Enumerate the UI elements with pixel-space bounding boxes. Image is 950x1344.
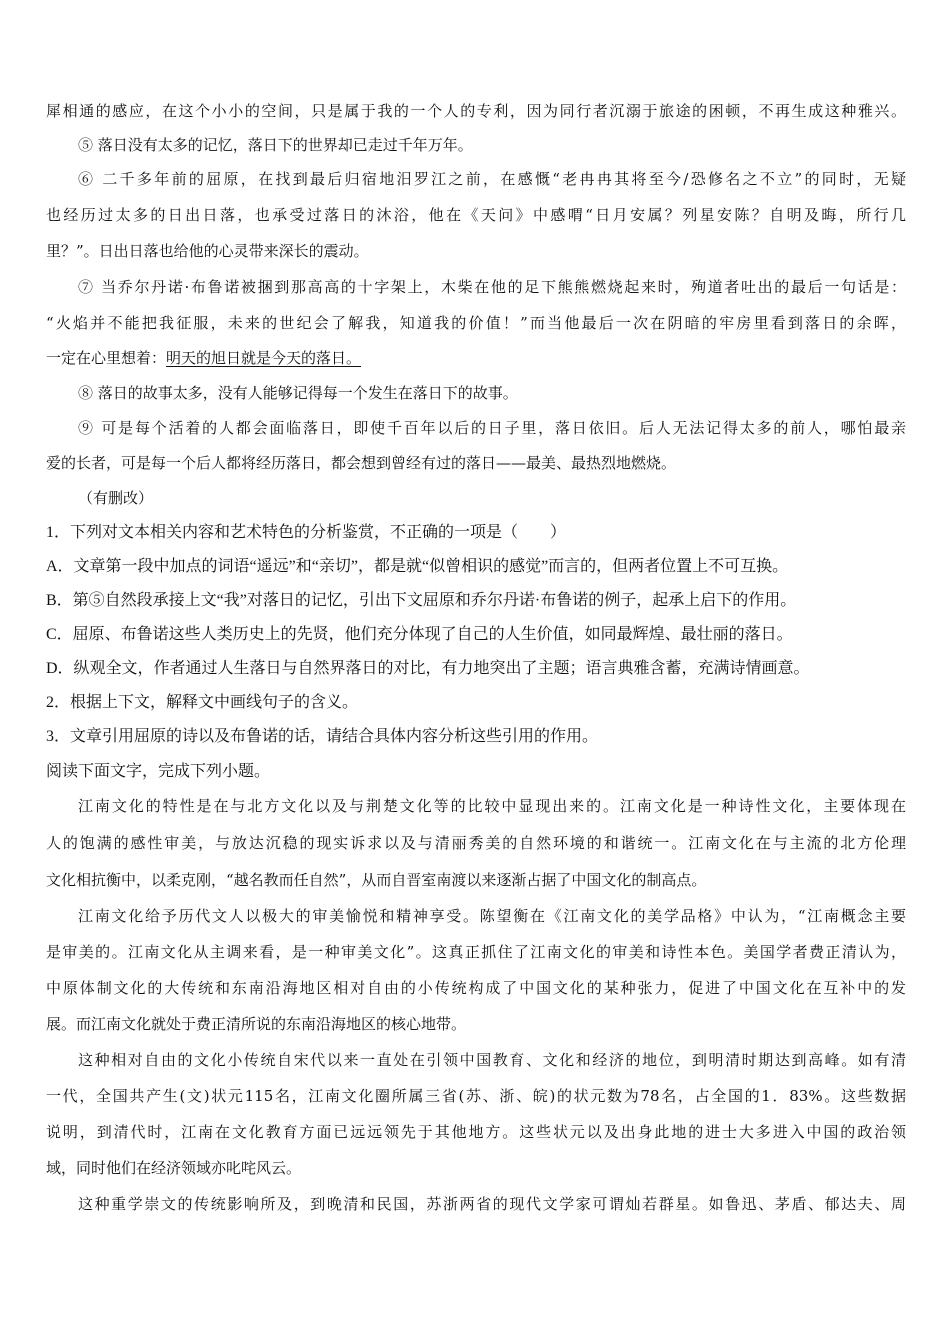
passage2-p3-line-3: 说明，到清代时，江南在文化教育方面已远远领先于其他地方。这些状元以及出身此地的进士大多进入中国的政治领	[46, 1123, 906, 1141]
paragraph-7-line-1: ⑦ 当乔尔丹诺·布鲁诺被捆到那高高的十字架上，木柴在他的足下熊熊燃烧起来时，殉道者吐出的最后一句话是：	[78, 278, 906, 296]
paragraph-9-line-2: 爱的长者，可是每一个后人都将经历落日，都会想到曾经有过的落日——最美、最热烈地燃烧。	[46, 454, 677, 472]
passage1-line: 犀相通的感应，在这个小小的空间，只是属于我的一个人的专利，因为同行者沉溺于旅途的困顿，不再生成这种雅兴。	[46, 102, 906, 120]
passage2-p1-line-2: 人的饱满的感性审美，与放达沉稳的现实诉求以及与清丽秀美的自然环境的和谐统一。江南文化在与主流的北方伦理	[46, 834, 906, 852]
paragraph-6-line-3: 里？”。日出日落也给他的心灵带来深长的震动。	[46, 242, 369, 260]
option-d: D．纵观全文，作者通过人生落日与自然界落日的对比，有力地突出了主题；语言典雅含蓄，充满诗情画意。	[46, 660, 810, 677]
paragraph-7-line-3	[46, 347, 906, 369]
passage2-p1-line-3: 文化相抗衡中，以柔克刚，“越名教而任自然”，从而自晋室南渡以来逐渐占据了中国文化的制高点。	[46, 871, 707, 889]
paragraph-8: ⑧ 落日的故事太多，没有人能够记得每一个发生在落日下的故事。	[78, 384, 518, 402]
paragraph-6-line-1: ⑥ 二千多年前的屈原，在找到最后归宿地汨罗江之前，在感慨“老冉冉其将至今/恐修名之不立”的同时，无疑	[78, 170, 906, 188]
passage2-p4-line-1: 这种重学崇文的传统影响所及，到晚清和民国，苏浙两省的现代文学家可谓灿若群星。如鲁迅、茅盾、郁达夫、周	[78, 1195, 906, 1213]
passage2-p2-line-2: 是审美的。江南文化从主调来看，是一种审美文化”。这真正抓住了江南文化的审美和诗性本色。美国学者费正清认为，	[46, 943, 906, 961]
paragraph-7-line-2: “火焰并不能把我征服，未来的世纪会了解我，知道我的价值！”而当他最后一次在阴暗的牢房里看到落日的余晖，	[46, 314, 906, 332]
option-b: B．第⑤自然段承接上文“我”对落日的记忆，引出下文屈原和乔尔丹诺·布鲁诺的例子，起承上启下的作用。	[46, 592, 797, 609]
passage2-p1-line-1: 江南文化的特性是在与北方文化以及与荆楚文化等的比较中显现出来的。江南文化是一种诗性文化，主要体现在	[78, 797, 906, 815]
passage2-p3-line-1: 这种相对自由的文化小传统自宋代以来一直处在引领中国教育、文化和经济的地位，到明清时期达到高峰。如有清	[78, 1051, 906, 1069]
option-a: A．文章第一段中加点的词语“遥远”和“亲切”，都是就“似曾相识的感觉”而言的，但两者位置上不可互换。	[46, 558, 789, 575]
reading-instruction: 阅读下面文字，完成下列小题。	[46, 763, 271, 780]
source-note: （有删改）	[78, 489, 154, 507]
passage2-p2-line-1: 江南文化给予历代文人以极大的审美愉悦和精神享受。陈望衡在《江南文化的美学品格》中认为，“江南概念主要	[78, 907, 906, 925]
passage2-p2-line-3: 中原体制文化的大传统和东南沿海地区相对自由的小传统构成了中国文化的某种张力，促进了中国文化在互补中的发	[46, 979, 906, 997]
paragraph-5: ⑤ 落日没有太多的记忆，落日下的世界却已走过千年万年。	[78, 136, 473, 154]
option-c: C．屈原、布鲁诺这些人类历史上的先贤，他们充分体现了自己的人生价值，如同最辉煌、最壮丽的落日。	[46, 626, 793, 643]
passage2-p2-line-4: 展。而江南文化就处于费正清所说的东南沿海地区的核心地带。	[46, 1015, 467, 1033]
question-1: 1．下列对文本相关内容和艺术特色的分析鉴赏，不正确的一项是（ ）	[46, 524, 567, 541]
paragraph-9-line-1: ⑨ 可是每个活着的人都会面临落日，即使千百年以后的日子里，落日依旧。后人无法记得太多的前人，哪怕最亲	[78, 419, 906, 437]
passage2-p3-line-2: 一代，全国共产生(文)状元115名，江南文化圈所属三省(苏、浙、皖)的状元数为78名，占全国的1．83%。这些数据	[46, 1087, 906, 1105]
passage2-p3-line-4: 域，同时他们在经济领域亦叱咤风云。	[46, 1159, 302, 1177]
paragraph-6-line-2: 也经历过太多的日出日落，也承受过落日的沐浴，他在《天问》中感喟“日月安属？列星安陈？自明及晦，所行几	[46, 206, 906, 224]
question-2: 2．根据上下文，解释文中画线句子的含义。	[46, 694, 359, 711]
question-3: 3．文章引用屈原的诗以及布鲁诺的话，请结合具体内容分析这些引用的作用。	[46, 728, 599, 745]
underlined-sentence: 明天的旭日就是今天的落日。	[166, 349, 362, 367]
paragraph-7-text: 一定在心里想着：	[46, 349, 167, 367]
